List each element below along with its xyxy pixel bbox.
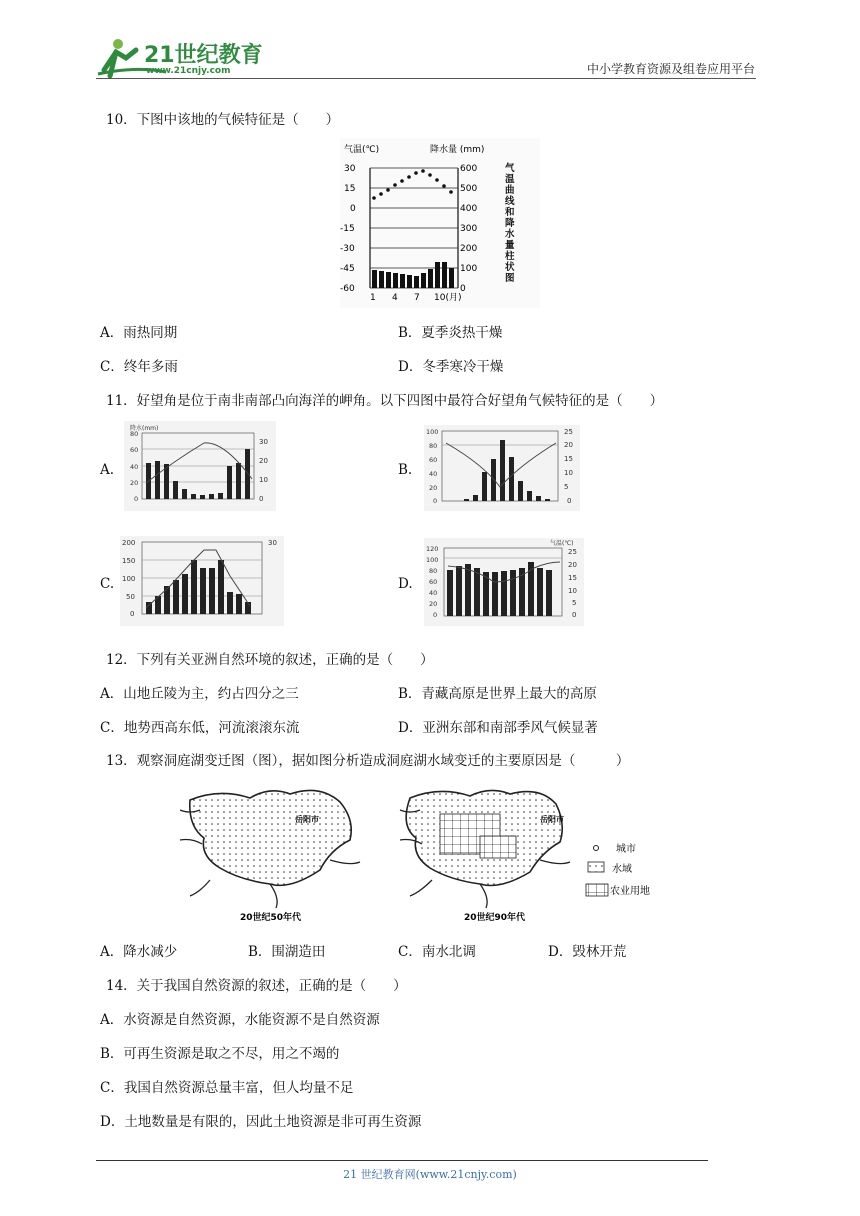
q11c-left-tick: 0 (130, 610, 135, 618)
q11c-right-tick: 30 (268, 539, 277, 547)
q10-left-tick: -60 (340, 284, 355, 294)
q11b-left-tick: 60 (429, 456, 438, 464)
map-1950s (180, 790, 360, 923)
q11a-right-tick: 10 (259, 476, 268, 484)
q10-option-b[interactable]: B．夏季炎热干燥 (398, 325, 503, 341)
q10-left-tick: -45 (340, 264, 355, 274)
map2-caption: 20世纪90年代 (464, 913, 526, 923)
header-platform-text: 中小学教育资源及组卷应用平台 (586, 62, 755, 76)
q11c-left-tick: 100 (122, 575, 136, 583)
q10-right-tick: 400 (460, 204, 478, 214)
q13-option-a[interactable]: A．降水减少 (100, 944, 178, 960)
q13-option-c[interactable]: C．南水北调 (398, 944, 476, 960)
q11d-right-tick: 15 (568, 574, 577, 582)
q11b-left-tick: 100 (426, 428, 439, 436)
q11a-left-tick: 40 (130, 463, 139, 471)
map2-city-label: 岳阳市 (540, 815, 564, 824)
city-legend-icon (594, 846, 599, 851)
q11d-left-tick: 80 (429, 567, 438, 575)
q11d-left-tick: 120 (426, 545, 439, 553)
q11-label-a[interactable]: A. (100, 462, 115, 478)
question-12-stem: 12．下列有关亚洲自然环境的叙述，正确的是（ ） (106, 652, 434, 668)
water-legend-icon (588, 862, 604, 872)
q11d-right-tick: 25 (568, 548, 577, 556)
q11b-left-tick: 40 (429, 470, 438, 478)
question-14-stem: 14．关于我国自然资源的叙述，正确的是（ ） (106, 978, 407, 994)
q12-option-c[interactable]: C．地势西高东低，河流滚滚东流 (100, 720, 300, 736)
site-logo (96, 36, 266, 82)
q10-left-tick: 0 (350, 204, 356, 214)
q13-option-b[interactable]: B．围湖造田 (248, 944, 326, 960)
q10-climate-chart (340, 138, 540, 308)
q11b-right-tick: 20 (564, 441, 573, 449)
q11-label-c[interactable]: C. (100, 576, 115, 592)
q10-left-title: 气温(℃) (344, 145, 380, 155)
q10-option-a[interactable]: A．雨热同期 (100, 325, 178, 341)
q10-x-tick: 10(月) (434, 293, 462, 303)
q10-side-label: 气温曲线和降水量柱状图 (505, 163, 515, 284)
q10-right-title: 降水量 (mm) (430, 145, 485, 155)
map-legend (586, 842, 650, 897)
q11a-right-tick: 0 (259, 495, 264, 503)
q11-chart-b (424, 425, 580, 511)
footer-link[interactable]: 21 世纪教育网(www.21cnjy.com) (343, 1168, 517, 1181)
q11d-left-tick: 40 (429, 589, 438, 597)
q11a-left-tick: 60 (130, 446, 139, 454)
q11-label-d[interactable]: D. (398, 576, 413, 592)
q10-right-tick: 600 (460, 164, 478, 174)
q10-left-tick: 30 (344, 164, 356, 174)
q11-label-b[interactable]: B. (398, 462, 413, 478)
q12-option-d[interactable]: D．亚洲东部和南部季风气候显著 (398, 720, 598, 736)
q13-option-d[interactable]: D．毁林开荒 (548, 944, 627, 960)
q11-chart-c (120, 536, 284, 626)
legend-city-label: 城市 (616, 844, 636, 855)
q10-x-tick: 7 (414, 293, 420, 303)
q10-option-c[interactable]: C．终年多雨 (100, 359, 178, 375)
q11a-left-tick: 80 (130, 430, 139, 438)
q11c-left-tick: 150 (122, 557, 136, 565)
q10-left-tick: -30 (340, 244, 355, 254)
legend-farm-label: 农业用地 (610, 886, 650, 897)
q10-left-tick: -15 (340, 224, 355, 234)
question-11-stem: 11．好望角是位于南非南部凸向海洋的岬角。以下四图中最符合好望角气候特征的是（ ） (106, 393, 664, 409)
q10-right-tick: 300 (460, 224, 478, 234)
legend-water-label: 水域 (612, 864, 632, 875)
q11-chart-d (424, 538, 584, 626)
q11c-left-tick: 200 (122, 539, 136, 547)
map1-caption: 20世纪50年代 (240, 913, 302, 923)
q12-option-b[interactable]: B．青藏高原是世界上最大的高原 (398, 686, 597, 702)
q11b-left-tick: 20 (429, 484, 438, 492)
map-1990s (400, 790, 570, 923)
q11a-title: 降水(mm) (130, 425, 159, 432)
footer-divider (96, 1160, 708, 1161)
logo-text: 21世纪教育 (144, 43, 263, 68)
q11b-right-tick: 25 (564, 428, 573, 436)
q10-left-tick: 15 (344, 184, 356, 194)
q14-option-c[interactable]: C．我国自然资源总量丰富，但人均量不足 (100, 1080, 354, 1096)
q11a-left-tick: 0 (134, 495, 139, 503)
q11d-left-tick: 60 (429, 578, 438, 586)
q11b-left-tick: 0 (433, 497, 438, 505)
q11b-right-tick: 5 (564, 483, 569, 491)
question-10-stem: 10．下图中该地的气候特征是（ ） (106, 112, 340, 128)
farmland-legend-icon (586, 884, 608, 896)
q11d-title: 气温(℃) (550, 540, 574, 547)
map1-city-label: 岳阳市 (295, 815, 319, 824)
q10-option-d[interactable]: D．冬季寒冷干燥 (398, 359, 504, 375)
q11d-right-tick: 5 (572, 599, 577, 607)
q10-right-tick: 200 (460, 244, 478, 254)
q14-option-d[interactable]: D．土地数量是有限的，因此土地资源是非可再生资源 (100, 1114, 422, 1130)
q11b-left-tick: 80 (429, 442, 438, 450)
q11d-left-tick: 100 (426, 556, 439, 564)
q11a-left-tick: 20 (130, 479, 139, 487)
q11d-left-tick: 0 (433, 611, 438, 619)
q11b-right-tick: 10 (564, 469, 573, 477)
q10-right-tick: 100 (460, 264, 478, 274)
header-divider (96, 78, 756, 79)
q10-right-tick: 0 (460, 284, 466, 294)
question-13-stem: 13．观察洞庭湖变迁图（图），据如图分析造成洞庭湖水域变迁的主要原因是（ ） (106, 753, 630, 769)
q11d-right-tick: 0 (572, 611, 577, 619)
q11a-right-tick: 20 (259, 457, 268, 465)
q11d-right-tick: 10 (568, 587, 577, 595)
q11a-right-tick: 30 (259, 438, 268, 446)
q14-option-b[interactable]: B．可再生资源是取之不尽，用之不竭的 (100, 1046, 340, 1062)
q10-right-tick: 500 (460, 184, 478, 194)
q10-x-tick: 4 (392, 293, 398, 303)
q11d-right-tick: 20 (568, 561, 577, 569)
q12-option-a[interactable]: A．山地丘陵为主，约占四分之三 (100, 686, 299, 702)
q11c-left-tick: 50 (126, 593, 135, 601)
q11b-right-tick: 0 (567, 497, 572, 505)
q11b-right-tick: 15 (564, 455, 573, 463)
q11d-left-tick: 20 (429, 600, 438, 608)
q14-option-a[interactable]: A．水资源是自然资源，水能资源不是自然资源 (100, 1012, 380, 1028)
q13-dongting-maps (180, 780, 680, 926)
q10-x-tick: 1 (370, 293, 376, 303)
logo-url: www.21cnjy.com (146, 66, 231, 76)
q11-chart-a (124, 421, 276, 511)
